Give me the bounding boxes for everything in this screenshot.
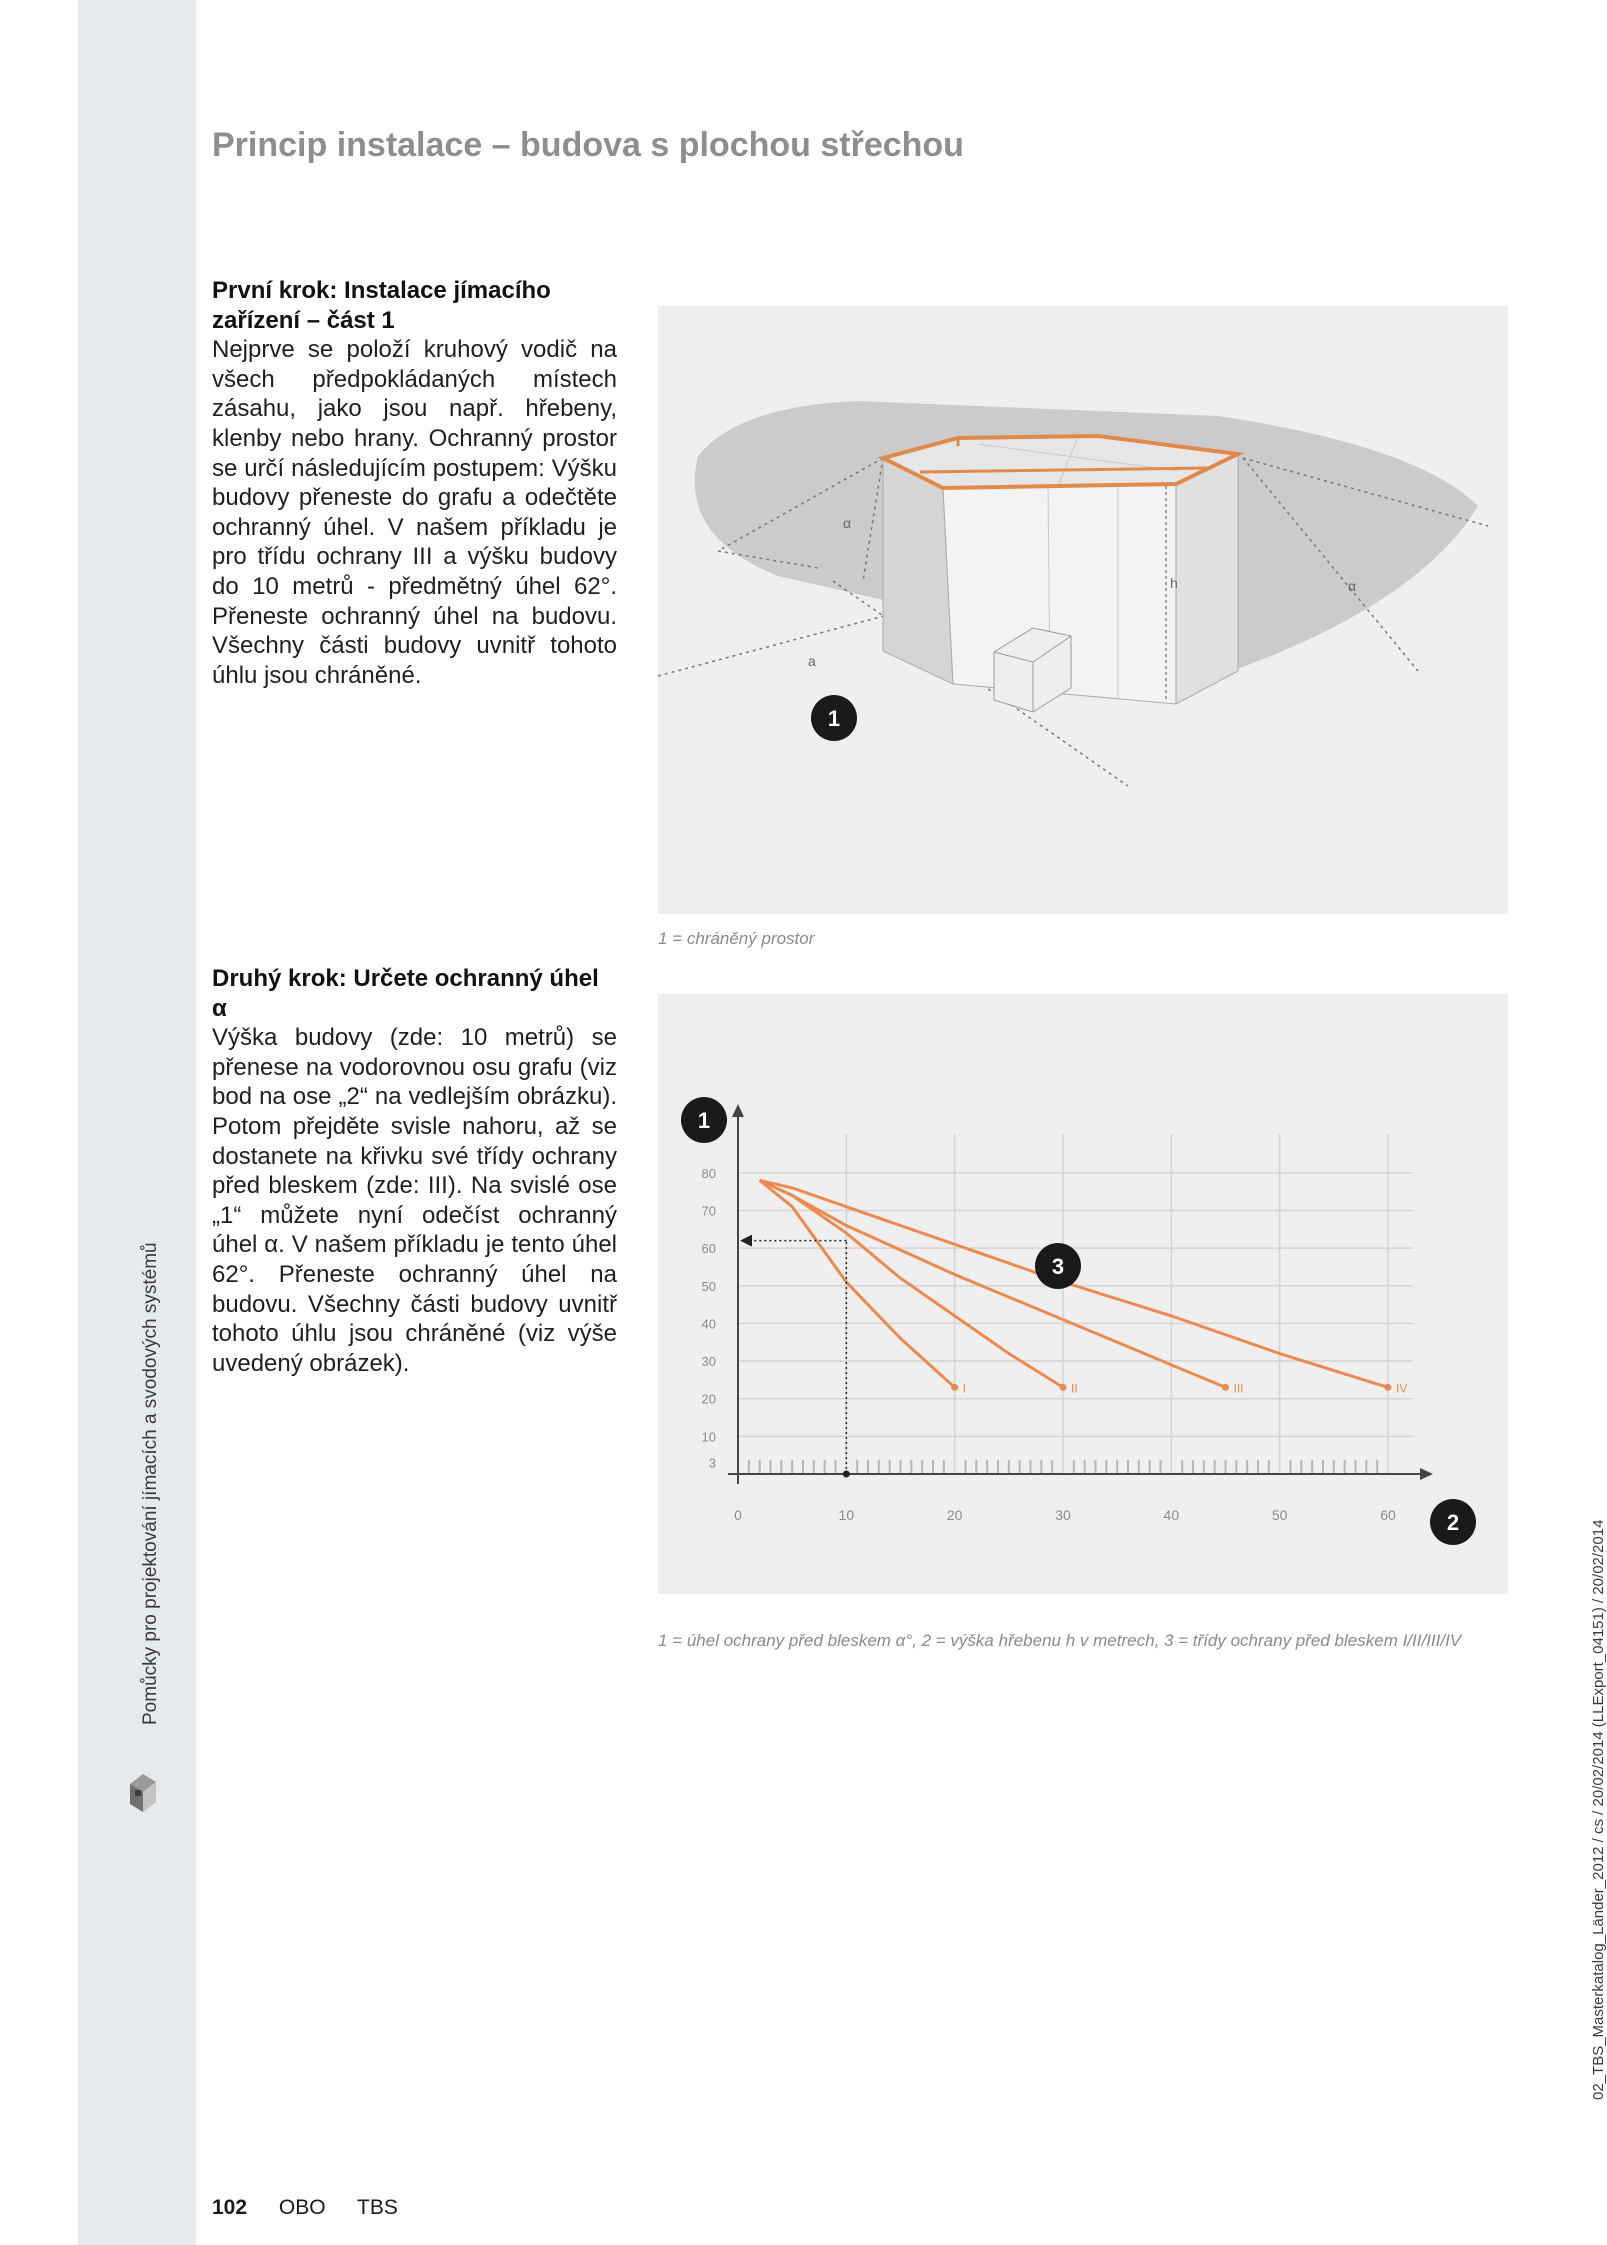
sidebar-text: Pomůcky pro projektování jímacích a svodových systémů <box>140 1242 161 1725</box>
example-point <box>843 1471 850 1478</box>
y-tick-label: 80 <box>701 1165 716 1181</box>
y-tick-label: 50 <box>701 1278 716 1294</box>
label-alpha-right: α <box>1348 578 1357 594</box>
chart-axes <box>702 1104 1433 1523</box>
series-end-point <box>1385 1384 1392 1391</box>
building-left-wall <box>883 458 953 684</box>
series-end-point <box>1222 1384 1229 1391</box>
y-tick-label: 60 <box>701 1241 716 1257</box>
marker-x-axis-label: 2 <box>1446 1510 1460 1535</box>
series-label: IV <box>1396 1381 1408 1396</box>
y-tick-label: 10 <box>701 1429 716 1445</box>
section-1-body: Nejprve se položí kruhový vodič na všech předpokládaných místech zásahu, jako jsou např. hřebeny, klenby nebo hrany. Ochranný prostor se určí následujícím postupem: Výšku budovy přeneste do grafu a odečtěte ochranný úhel. V našem příkladu je pro třídu ochrany III a výšku budovy do 10 metrů - předmětný úhel 62°. Přeneste ochranný úhel na budovu. Všechny části budovy uvnitř tohoto úhlu jsou chráněné. <box>212 336 617 689</box>
svg-text:1: 1 <box>827 706 841 731</box>
right-margin-text: 02_TBS_Masterkatalog_Länder_2012 / cs / 20/02/2014 (LLExport_04151) / 20/02/2014 <box>1590 1519 1607 2100</box>
footer-brand: OBO <box>278 2196 326 2219</box>
y-tick-label: 20 <box>701 1391 716 1407</box>
x-tick-label: 10 <box>838 1507 855 1523</box>
x-tick-label: 50 <box>1271 1507 1288 1523</box>
x-axis-arrow <box>1420 1468 1433 1480</box>
series-line-III <box>760 1180 1226 1387</box>
x-tick-label: 60 <box>1380 1507 1396 1523</box>
series-end-point <box>951 1384 958 1391</box>
section-step-1 <box>212 276 617 690</box>
page-number: 102 <box>212 2196 248 2219</box>
y-tick-label: 3 <box>708 1455 716 1471</box>
series-label: II <box>1071 1381 1078 1396</box>
y-tick-label: 40 <box>701 1316 716 1332</box>
label-distance: a <box>808 653 816 669</box>
y-tick-label: 70 <box>701 1203 716 1219</box>
section-2-body: Výška budovy (zde: 10 metrů) se přenese na vodorovnou osu grafu (viz bod na ose „2“ na vedlejším obrázku). Potom přejděte svisle nahoru, až se dostanete na křivku své třídy ochrany před bleskem (zde: III). Na svislé ose „1“ můžete nyní odečíst ochranný úhel α. V našem příkladu je tento úhel 62°. Přeneste ochranný úhel na budovu. Všechny části budovy uvnitř tohoto úhlu jsou chráněné (viz výše uvedený obrázek). <box>212 1024 617 1377</box>
series-label: I <box>962 1381 967 1396</box>
series-end-point <box>1060 1384 1067 1391</box>
section-2-heading: Druhý krok: Určete ochranný úhel α <box>212 965 599 1022</box>
footer-product: TBS <box>357 2196 398 2219</box>
marker-y-axis-label: 1 <box>697 1108 711 1133</box>
series-line-II <box>760 1180 1063 1387</box>
x-tick-label: 40 <box>1163 1507 1180 1523</box>
example-arrow <box>740 1235 752 1247</box>
building-right-wall <box>1176 454 1238 704</box>
footer <box>212 2196 398 2220</box>
x-tick-label: 20 <box>946 1507 963 1523</box>
obo-logo-icon <box>126 1768 160 1818</box>
x-tick-label: 30 <box>1055 1507 1071 1523</box>
protection-angle-chart <box>658 994 1508 1594</box>
page-title: Princip instalace – budova s plochou střechou <box>212 126 964 164</box>
chart-grid <box>738 1134 1413 1474</box>
y-tick-label: 30 <box>701 1354 716 1370</box>
y-axis-arrow <box>732 1104 744 1117</box>
figure-2-caption: 1 = úhel ochrany před bleskem α°, 2 = výška hřebenu h v metrech, 3 = třídy ochrany před bleskem I/II/III/IV <box>658 1631 1462 1650</box>
chart-markers <box>681 1097 1476 1545</box>
figure-1-caption: 1 = chráněný prostor <box>658 929 815 948</box>
x-tick-label: 0 <box>734 1507 742 1523</box>
section-step-2 <box>212 964 617 1378</box>
label-alpha-left: α <box>843 515 852 531</box>
series-label: III <box>1233 1381 1244 1396</box>
chart-series <box>760 1180 1408 1395</box>
section-1-heading: První krok: Instalace jímacího zařízení – část 1 <box>212 277 551 334</box>
label-height: h <box>1170 575 1178 591</box>
series-line-IV <box>760 1180 1388 1387</box>
marker-classes-label: 3 <box>1051 1254 1065 1279</box>
sidebar-band <box>78 0 196 2245</box>
building-illustration <box>658 306 1508 914</box>
